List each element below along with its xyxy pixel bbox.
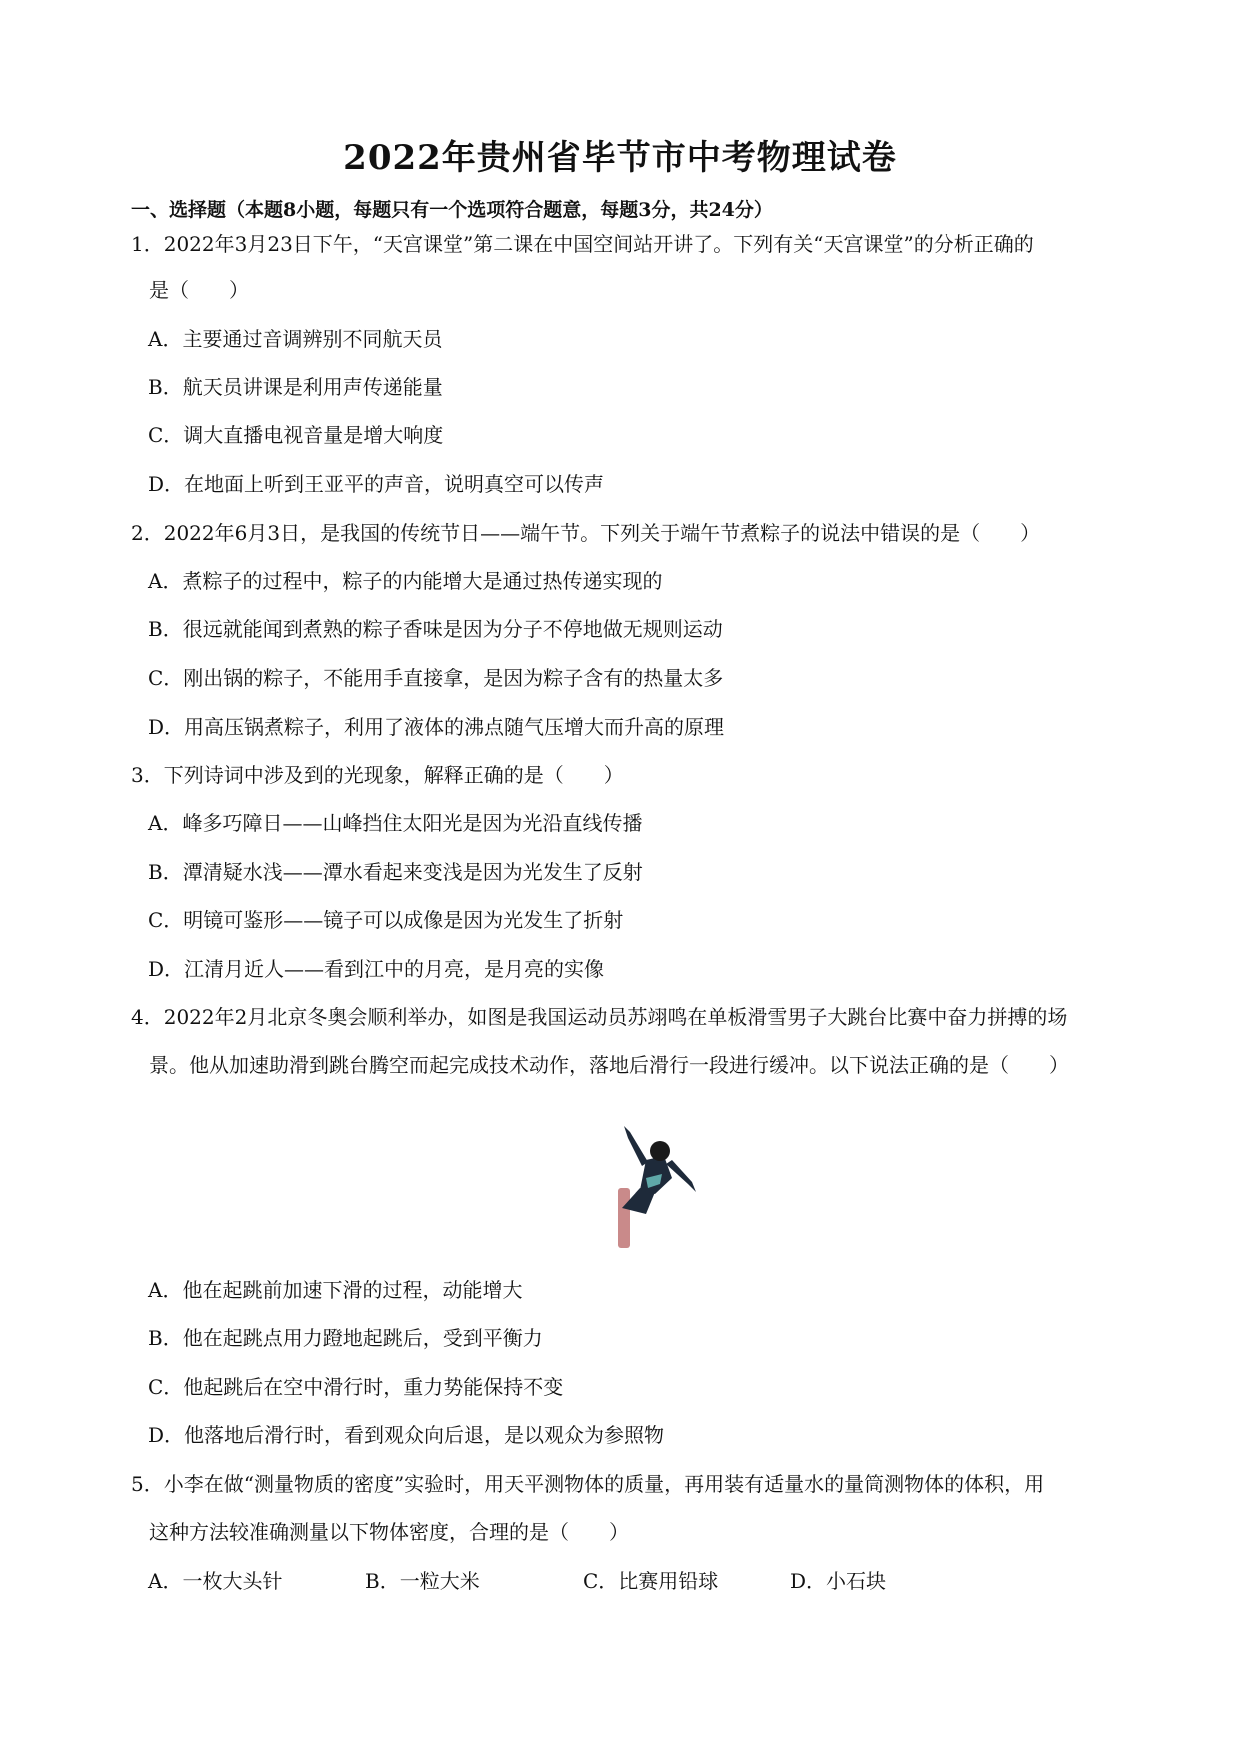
question-2-option-c: C．刚出锅的粽子，不能用手直接拿，是因为粽子含有的热量太多 bbox=[148, 666, 724, 690]
question-3-option-b: B．潭清疑水浅——潭水看起来变浅是因为光发生了反射 bbox=[148, 860, 643, 884]
question-1-option-d: D．在地面上听到王亚平的声音，说明真空可以传声 bbox=[148, 472, 605, 496]
helmet-shape bbox=[650, 1141, 670, 1161]
section-heading: 一、选择题（本题8小题，每题只有一个选项符合题意，每题3分，共24分） bbox=[131, 199, 773, 221]
question-3-option-a: A．峰多巧障日——山峰挡住太阳光是因为光沿直线传播 bbox=[148, 811, 643, 835]
question-4-option-b: B．他在起跳点用力蹬地起跳后，受到平衡力 bbox=[148, 1326, 543, 1350]
question-4-option-a: A．他在起跳前加速下滑的过程，动能增大 bbox=[148, 1278, 523, 1302]
question-3-stem: 3．下列诗词中涉及到的光现象，解释正确的是（ ） bbox=[131, 763, 624, 787]
question-5-option-b: B．一粒大米 bbox=[365, 1569, 480, 1593]
question-1-option-b: B．航天员讲课是利用声传递能量 bbox=[148, 375, 443, 399]
question-3-option-c: C．明镜可鉴形——镜子可以成像是因为光发生了折射 bbox=[148, 908, 624, 932]
snowboard-shape bbox=[618, 1188, 630, 1248]
question-5-option-d: D．小石块 bbox=[790, 1569, 887, 1593]
question-4-option-c: C．他起跳后在空中滑行时，重力势能保持不变 bbox=[148, 1375, 564, 1399]
question-1-stem-cont: 是（ ） bbox=[149, 278, 249, 302]
question-1-stem: 1．2022年3月23日下午，“天宫课堂”第二课在中国空间站开讲了。下列有关“天宫课堂”的分析正确的 bbox=[131, 232, 1034, 256]
question-2-option-a: A．煮粽子的过程中，粽子的内能增大是通过热传递实现的 bbox=[148, 569, 663, 593]
question-2-option-b: B．很远就能闻到煮熟的粽子香味是因为分子不停地做无规则运动 bbox=[148, 617, 723, 641]
question-2-stem: 2．2022年6月3日，是我国的传统节日——端午节。下列关于端午节煮粽子的说法中错误的是（ ） bbox=[131, 521, 1041, 545]
question-4-stem: 4．2022年2月北京冬奥会顺利举办，如图是我国运动员苏翊鸣在单板滑雪男子大跳台比赛中奋力拼搏的场 bbox=[131, 1005, 1068, 1029]
question-4-stem-cont: 景。他从加速助滑到跳台腾空而起完成技术动作，落地后滑行一段进行缓冲。以下说法正确的是（ ） bbox=[149, 1053, 1069, 1077]
question-5-option-c: C．比赛用铅球 bbox=[583, 1569, 719, 1593]
question-1-option-a: A．主要通过音调辨别不同航天员 bbox=[148, 327, 443, 351]
page-title: 2022年贵州省毕节市中考物理试卷 bbox=[343, 138, 897, 178]
question-5-option-a: A．一枚大头针 bbox=[148, 1569, 283, 1593]
question-5-stem: 5．小李在做“测量物质的密度”实验时，用天平测物体的质量，再用装有适量水的量筒测物体的体积，用 bbox=[131, 1472, 1045, 1496]
question-4-option-d: D．他落地后滑行时，看到观众向后退，是以观众为参照物 bbox=[148, 1423, 665, 1447]
question-5-stem-cont: 这种方法较准确测量以下物体密度，合理的是（ ） bbox=[149, 1520, 629, 1544]
snowboarder-figure-icon bbox=[600, 1118, 710, 1258]
question-1-option-c: C．调大直播电视音量是增大响度 bbox=[148, 423, 444, 447]
question-3-option-d: D．江清月近人——看到江中的月亮，是月亮的实像 bbox=[148, 957, 605, 981]
question-2-option-d: D．用高压锅煮粽子，利用了液体的沸点随气压增大而升高的原理 bbox=[148, 715, 725, 739]
arm-left-shape bbox=[624, 1126, 648, 1166]
